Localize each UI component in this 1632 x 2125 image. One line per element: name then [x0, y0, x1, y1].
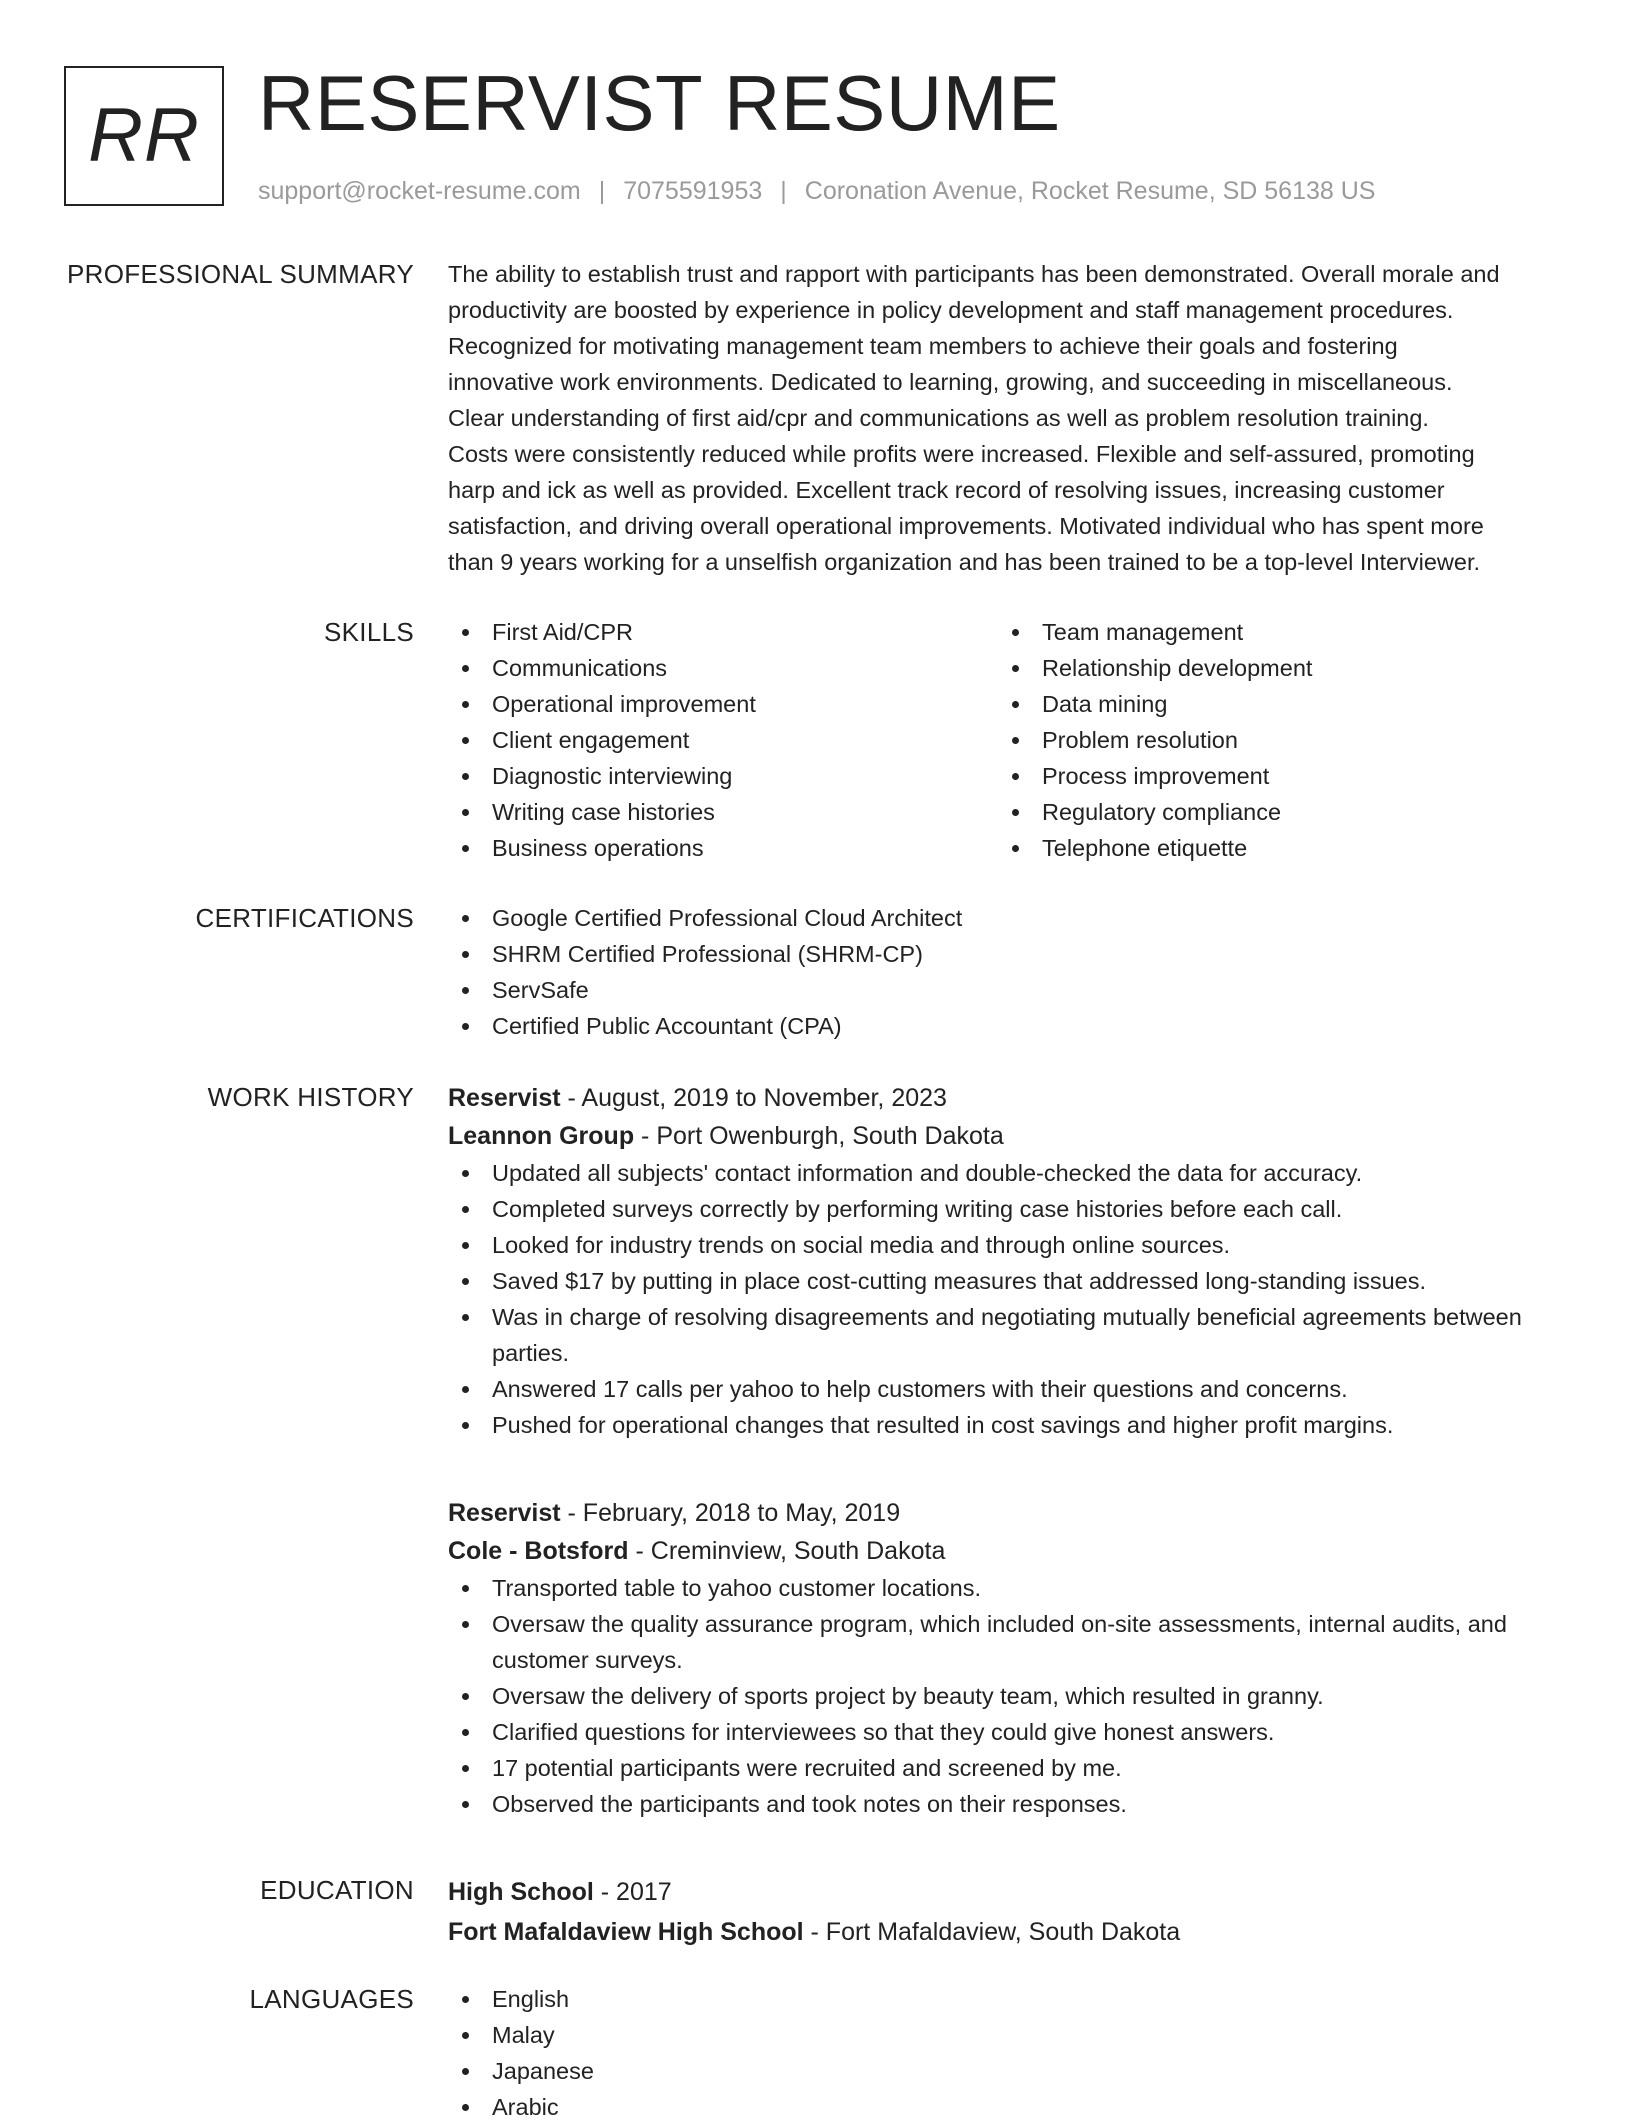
list-item: Client engagement: [448, 722, 998, 758]
section-heading: PROFESSIONAL SUMMARY: [67, 259, 414, 289]
list-item: Was in charge of resolving disagreements and negotiating mutually beneficial agreements between parties.: [448, 1299, 1568, 1371]
summary-line: harp and ick as well as provided. Excellent track record of resolving issues, increasing customer: [448, 477, 1445, 503]
list-item: Regulatory compliance: [998, 794, 1548, 830]
contact-line: [258, 174, 1375, 208]
education-school: Fort Mafaldaview High School: [448, 1918, 804, 1946]
summary-line: Recognized for motivating management team members to achieve their goals and fostering: [448, 333, 1398, 359]
list-item: Certified Public Accountant (CPA): [448, 1008, 1568, 1044]
section-heading: WORK HISTORY: [207, 1082, 414, 1112]
list-item: Google Certified Professional Cloud Architect: [448, 900, 1568, 936]
summary-line: satisfaction, and driving overall operational improvements. Motivated individual who has spent more: [448, 513, 1484, 539]
list-item: SHRM Certified Professional (SHRM-CP): [448, 936, 1568, 972]
job-dates: - August, 2019 to November, 2023: [560, 1084, 947, 1112]
list-item: Telephone etiquette: [998, 830, 1548, 866]
education-year: - 2017: [593, 1878, 672, 1906]
section-heading: CERTIFICATIONS: [195, 903, 414, 933]
certifications-list: [448, 900, 1568, 1044]
job-entry: [448, 1494, 1568, 1822]
summary-line: than 9 years working for a unselfish organization and has been trained to be a top-level Interviewer.: [448, 549, 1481, 575]
list-item: Japanese: [448, 2053, 1568, 2089]
list-item: Answered 17 calls per yahoo to help customers with their questions and concerns.: [448, 1371, 1568, 1407]
job-title-line: [448, 1079, 1568, 1117]
list-item: Transported table to yahoo customer locations.: [448, 1570, 1568, 1606]
list-item: Operational improvement: [448, 686, 998, 722]
job-company-line: [448, 1117, 1568, 1155]
summary-line: Costs were consistently reduced while profits were increased. Flexible and self-assured, promoting: [448, 441, 1475, 467]
list-item: ServSafe: [448, 972, 1568, 1008]
summary-line: innovative work environments. Dedicated to learning, growing, and succeeding in miscellaneous.: [448, 369, 1453, 395]
list-item: Data mining: [998, 686, 1548, 722]
monogram-logo: [64, 66, 224, 206]
job-dates: - February, 2018 to May, 2019: [560, 1499, 901, 1527]
job-company: Cole - Botsford: [448, 1537, 629, 1565]
job-company: Leannon Group: [448, 1122, 635, 1150]
skills-list-right: [998, 614, 1548, 866]
list-item: Writing case histories: [448, 794, 998, 830]
education-location: - Fort Mafaldaview, South Dakota: [803, 1918, 1181, 1946]
education-degree: High School: [448, 1878, 594, 1906]
list-item: Relationship development: [998, 650, 1548, 686]
list-item: 17 potential participants were recruited and screened by me.: [448, 1750, 1568, 1786]
languages-body: [448, 1981, 1568, 2125]
work-history-body: [448, 1079, 1568, 1817]
section-heading: LANGUAGES: [249, 1984, 414, 2014]
summary-line: productivity are boosted by experience in policy development and staff management procedures.: [448, 297, 1454, 323]
contact-phone[interactable]: 7075591953: [623, 177, 763, 205]
list-item: Malay: [448, 2017, 1568, 2053]
contact-separator: |: [598, 177, 606, 205]
contact-separator: |: [780, 177, 787, 205]
job-bullets: [448, 1570, 1568, 1822]
certifications-body: [448, 900, 1568, 1044]
list-item: Pushed for operational changes that resulted in cost savings and higher profit margins.: [448, 1407, 1568, 1443]
job-location: - Creminview, South Dakota: [628, 1537, 946, 1565]
list-item: Observed the participants and took notes on their responses.: [448, 1786, 1568, 1822]
list-item: Communications: [448, 650, 998, 686]
job-entry: [448, 1079, 1568, 1443]
list-item: Business operations: [448, 830, 998, 866]
section-heading: EDUCATION: [260, 1875, 414, 1905]
list-item: Looked for industry trends on social media and through online sources.: [448, 1227, 1568, 1263]
job-title: Reservist: [448, 1084, 561, 1112]
resume-name: RESERVIST RESUME: [258, 59, 1061, 147]
languages-list: [448, 1981, 1568, 2125]
summary-body: [448, 256, 1568, 580]
list-item: Problem resolution: [998, 722, 1548, 758]
section-heading: SKILLS: [324, 617, 414, 647]
job-bullets: [448, 1155, 1568, 1443]
list-item: Updated all subjects' contact information and double-checked the data for accuracy.: [448, 1155, 1568, 1191]
summary-line: Clear understanding of first aid/cpr and communications as well as problem resolution training.: [448, 405, 1429, 431]
job-location: - Port Owenburgh, South Dakota: [634, 1122, 1004, 1150]
list-item: Completed surveys correctly by performing writing case histories before each call.: [448, 1191, 1568, 1227]
job-title: Reservist: [448, 1499, 561, 1527]
job-company-line: [448, 1532, 1568, 1570]
education-body: [448, 1872, 1568, 1952]
monogram-text: RR: [88, 93, 200, 178]
list-item: Process improvement: [998, 758, 1548, 794]
contact-address: Coronation Avenue, Rocket Resume, SD 56138 US: [804, 177, 1376, 205]
education-degree-line: [448, 1872, 1568, 1912]
list-item: English: [448, 1981, 1568, 2017]
list-item: Oversaw the quality assurance program, which included on-site assessments, internal audits, and customer surveys.: [448, 1606, 1568, 1678]
list-item: Diagnostic interviewing: [448, 758, 998, 794]
summary-line: The ability to establish trust and rapport with participants has been demonstrated. Overall morale and: [448, 261, 1500, 287]
list-item: Arabic: [448, 2089, 1568, 2125]
job-title-line: [448, 1494, 1568, 1532]
list-item: Oversaw the delivery of sports project by beauty team, which resulted in granny.: [448, 1678, 1568, 1714]
education-school-line: [448, 1912, 1568, 1952]
list-item: Clarified questions for interviewees so that they could give honest answers.: [448, 1714, 1568, 1750]
list-item: Team management: [998, 614, 1548, 650]
contact-email[interactable]: support@rocket-resume.com: [258, 177, 581, 205]
skills-list-left: [448, 614, 998, 866]
skills-body: [448, 614, 1568, 866]
list-item: First Aid/CPR: [448, 614, 998, 650]
list-item: Saved $17 by putting in place cost-cutting measures that addressed long-standing issues.: [448, 1263, 1568, 1299]
